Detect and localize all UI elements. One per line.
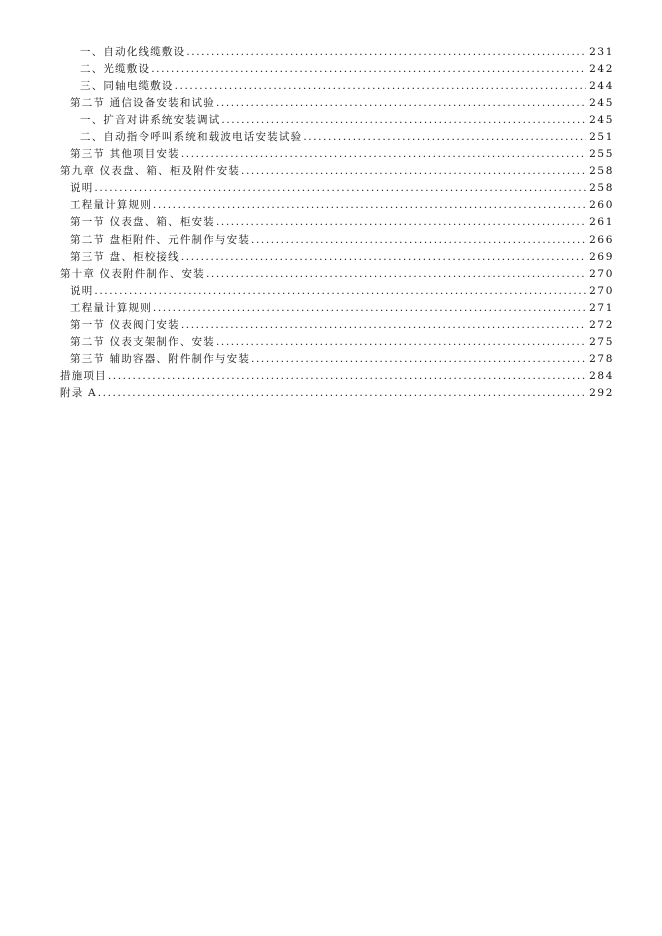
toc-entry-title: 第一节 仪表阀门安装 [70, 318, 180, 331]
toc-entry[interactable] [60, 368, 614, 385]
toc-entry[interactable] [60, 334, 614, 351]
toc-dot-leader [108, 368, 586, 385]
toc-entry-title: 一、自动化线缆敷设 [80, 46, 186, 58]
toc-entry[interactable] [60, 214, 614, 231]
toc-page-number: 271 [589, 301, 614, 314]
toc-entry-title: 第九章 仪表盘、箱、柜及附件安装 [60, 165, 241, 178]
toc-entry-title: 二、光缆敷设 [80, 63, 151, 76]
toc-page-number: 292 [589, 386, 614, 399]
toc-dot-leader [151, 61, 586, 78]
toc-entry[interactable] [60, 129, 614, 146]
toc-entry-title: 第三节 盘、柜校接线 [70, 250, 180, 263]
toc-entry[interactable] [60, 351, 614, 368]
toc-dot-leader [251, 232, 586, 249]
toc-dot-leader [216, 214, 586, 231]
toc-entry[interactable] [60, 163, 614, 180]
toc-entry-title: 第一节 仪表盘、箱、柜安装 [70, 216, 215, 229]
toc-entry[interactable] [60, 232, 614, 249]
toc-entry-title: 附录 A [60, 386, 97, 399]
toc-dot-leader [175, 78, 587, 95]
toc-dot-leader [216, 95, 586, 112]
toc-entry-title: 说明 [70, 284, 94, 297]
toc-dot-leader [186, 44, 586, 61]
toc-dot-leader [181, 317, 586, 334]
toc-page-number: 245 [589, 114, 614, 127]
toc-entry[interactable] [60, 44, 614, 61]
toc-entry-title: 第二节 盘柜附件、元件制作与安装 [70, 233, 251, 246]
toc-entry-title: 二、自动指令呼叫系统和载波电话安装试验 [80, 131, 303, 144]
toc-dot-leader [181, 146, 586, 163]
toc-page-number: 261 [589, 216, 614, 229]
toc-dot-leader [303, 129, 586, 146]
toc-page-number: 266 [589, 233, 614, 246]
toc-page-number: 258 [589, 165, 614, 178]
toc-entry-title: 第十章 仪表附件制作、安装 [60, 267, 205, 280]
toc-dot-leader [216, 334, 586, 351]
toc-entry[interactable] [60, 112, 614, 129]
toc-entry-title: 第二节 仪表支架制作、安装 [70, 335, 215, 348]
toc-entry[interactable] [60, 300, 614, 317]
toc-entry-title: 工程量计算规则 [70, 301, 152, 314]
toc-dot-leader [241, 163, 586, 180]
toc-entry[interactable] [60, 95, 614, 112]
toc-entry-title: 措施项目 [60, 369, 107, 382]
toc-entry-title: 工程量计算规则 [70, 199, 152, 212]
toc-page-number: 258 [589, 182, 614, 195]
toc-entry[interactable] [60, 249, 614, 266]
toc-page-number: 269 [589, 250, 614, 263]
toc-dot-leader [153, 197, 586, 214]
toc-page-number: 244 [589, 80, 614, 93]
toc-dot-leader [94, 180, 586, 197]
toc-page-number: 260 [589, 199, 614, 212]
toc-entry-title: 第二节 通信设备安装和试验 [70, 97, 215, 110]
toc-dot-leader [153, 300, 586, 317]
toc-entry[interactable] [60, 78, 614, 95]
toc-entry[interactable] [60, 197, 614, 214]
toc-entry-title: 一、扩音对讲系统安装调试 [80, 114, 221, 127]
toc-dot-leader [206, 266, 586, 283]
toc-entry-title: 三、同轴电缆敷设 [80, 80, 174, 93]
toc-entry[interactable] [60, 266, 614, 283]
toc-page-number: 251 [589, 131, 614, 144]
toc-entry[interactable] [60, 283, 614, 300]
toc-page-number: 284 [589, 369, 614, 382]
toc-entry-title: 第三节 其他项目安装 [70, 148, 180, 161]
toc-page-number: 278 [589, 352, 614, 365]
toc-entry[interactable] [60, 385, 614, 402]
toc-page-number: 231 [589, 46, 614, 58]
toc-page-number: 275 [589, 335, 614, 348]
toc-page-number: 272 [589, 318, 614, 331]
toc-dot-leader [98, 385, 586, 402]
toc-entry-title: 说明 [70, 182, 94, 195]
toc-dot-leader [251, 351, 586, 368]
toc-dot-leader [221, 112, 586, 129]
toc-entry[interactable] [60, 317, 614, 334]
table-of-contents [60, 44, 614, 402]
toc-entry[interactable] [60, 146, 614, 163]
toc-page-number: 245 [589, 97, 614, 110]
toc-dot-leader [94, 283, 586, 300]
toc-page-number: 255 [589, 148, 614, 161]
toc-page-number: 270 [589, 267, 614, 280]
toc-entry[interactable] [60, 180, 614, 197]
toc-page-number: 242 [589, 63, 614, 76]
toc-page-number: 270 [589, 284, 614, 297]
toc-dot-leader [181, 249, 586, 266]
toc-entry[interactable] [60, 61, 614, 78]
toc-entry-title: 第三节 辅助容器、附件制作与安装 [70, 352, 251, 365]
